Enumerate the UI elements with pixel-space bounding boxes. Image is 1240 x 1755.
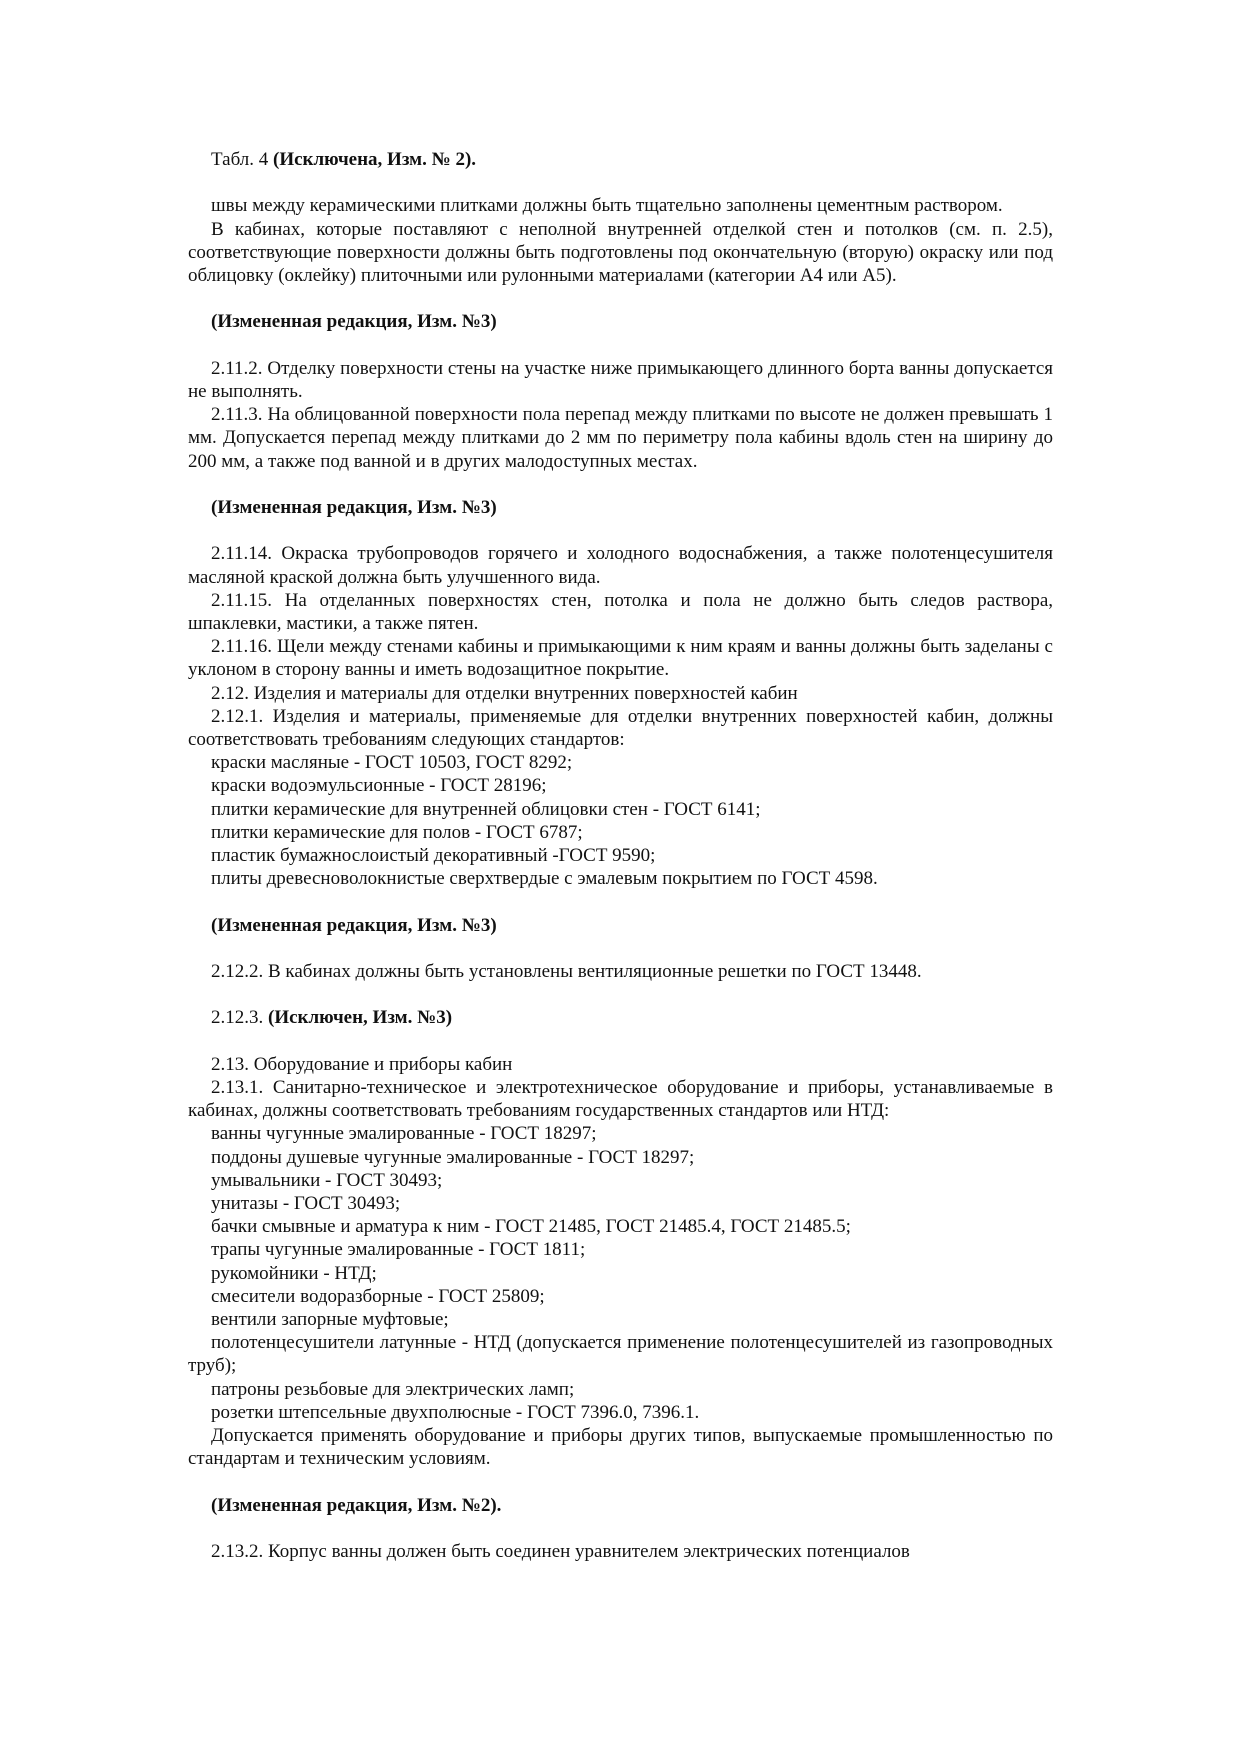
clause-2-11-14: 2.11.14. Окраска трубопроводов горячего и холодного водоснабжения, а также полотенцесушителя масляной краской должна быть улучшенного вида. xyxy=(188,543,1053,588)
clause-2-11-15: 2.11.15. На отделанных поверхностях стен, потолка и пола не должно быть следов раствора, шпаклевки, мастики, а также пятен. xyxy=(188,589,1053,634)
clause-status: (Исключен, Изм. №3) xyxy=(268,1007,453,1029)
clause-2-11-2: 2.11.2. Отделку поверхности стены на участке ниже примыкающего длинного борта ванны допускается не выполнять. xyxy=(188,357,1053,402)
list-item: краски водоэмульсионные - ГОСТ 28196; xyxy=(211,775,547,797)
list-item: краски масляные - ГОСТ 10503, ГОСТ 8292; xyxy=(211,752,573,774)
list-item: ванны чугунные эмалированные - ГОСТ 18297; xyxy=(211,1123,597,1145)
list-item: пластик бумажнослоистый декоративный -ГОСТ 9590; xyxy=(211,845,656,867)
paragraph: В кабинах, которые поставляют с неполной внутренней отделкой стен и потолков (см. п. 2.5), соответствующие поверхности должны быть подготовлены под окончательную (вторую) окраску или под облицовку (оклейку) плиточными или рулонными материалами (категории А4 или А5). xyxy=(188,218,1053,286)
paragraph: швы между керамическими плитками должны быть тщательно заполнены цементным раствором. xyxy=(211,195,1003,217)
list-item: розетки штепсельные двухполюсные - ГОСТ 7396.0, 7396.1. xyxy=(211,1401,700,1423)
revision-note: (Измененная редакция, Изм. №2). xyxy=(211,1494,502,1516)
list-item: рукомойники - НТД; xyxy=(211,1262,377,1284)
table-note xyxy=(188,148,1053,171)
revision-note: (Измененная редакция, Изм. №3) xyxy=(211,311,497,333)
revision-note: (Измененная редакция, Изм. №3) xyxy=(211,496,497,518)
section-heading-2-13: 2.13. Оборудование и приборы кабин xyxy=(211,1053,513,1075)
document-page xyxy=(188,148,1053,1563)
clause-2-11-3: 2.11.3. На облицованной поверхности пола перепад между плитками по высоте не должен превышать 1 мм. Допускается перепад между плитками до 2 мм по периметру пола кабины вдоль стен на ширину до 200 мм, а также под ванной и в других малодоступных местах. xyxy=(188,404,1053,472)
paragraph: Допускается применять оборудование и приборы других типов, выпускаемые промышленностью по стандартам и техническим условиям. xyxy=(188,1425,1053,1470)
clause-2-13-2: 2.13.2. Корпус ванны должен быть соединен уравнителем электрических потенциалов xyxy=(211,1541,910,1563)
equipment-list xyxy=(188,1122,1053,1424)
list-item: полотенцесушители латунные - НТД (допускается применение полотенцесушителей из газопроводных труб); xyxy=(188,1332,1053,1377)
list-item: трапы чугунные эмалированные - ГОСТ 1811; xyxy=(211,1239,586,1261)
list-item: плитки керамические для внутренней облицовки стен - ГОСТ 6141; xyxy=(211,798,761,820)
clause-2-12-3 xyxy=(188,1006,1053,1029)
clause-2-13-1: 2.13.1. Санитарно-техническое и электротехническое оборудование и приборы, устанавливаемые в кабинах, должны соответствовать требованиям государственных стандартов или НТД: xyxy=(188,1076,1053,1122)
list-item: патроны резьбовые для электрических ламп; xyxy=(211,1378,575,1400)
table-note-status: (Исключена, Изм. № 2). xyxy=(273,149,477,170)
revision-note: (Измененная редакция, Изм. №3) xyxy=(211,914,497,936)
materials-list xyxy=(188,751,1053,890)
list-item: умывальники - ГОСТ 30493; xyxy=(211,1169,443,1191)
list-item: вентили запорные муфтовые; xyxy=(211,1309,449,1331)
section-heading-2-12: 2.12. Изделия и материалы для отделки внутренних поверхностей кабин xyxy=(211,682,798,704)
clause-2-12-2: 2.12.2. В кабинах должны быть установлены вентиляционные решетки по ГОСТ 13448. xyxy=(211,961,922,982)
list-item: плиты древесноволокнистые сверхтвердые с эмалевым покрытием по ГОСТ 4598. xyxy=(211,868,878,890)
list-item: унитазы - ГОСТ 30493; xyxy=(211,1193,401,1214)
clause-2-12-1: 2.12.1. Изделия и материалы, применяемые для отделки внутренних поверхностей кабин, должны соответствовать требованиям следующих стандартов: xyxy=(188,705,1053,750)
clause-number: 2.12.3. xyxy=(211,1007,268,1029)
list-item: поддоны душевые чугунные эмалированные - ГОСТ 18297; xyxy=(211,1146,695,1168)
clause-2-11-16: 2.11.16. Щели между стенами кабины и примыкающими к ним краям и ванны должны быть заделаны с уклоном в сторону ванны и иметь водозащитное покрытие. xyxy=(188,636,1053,681)
list-item: плитки керамические для полов - ГОСТ 6787; xyxy=(211,821,583,843)
list-item: бачки смывные и арматура к ним - ГОСТ 21485, ГОСТ 21485.4, ГОСТ 21485.5; xyxy=(211,1216,851,1238)
table-note-prefix: Табл. 4 xyxy=(211,149,273,170)
list-item: смесители водоразборные - ГОСТ 25809; xyxy=(211,1285,545,1307)
